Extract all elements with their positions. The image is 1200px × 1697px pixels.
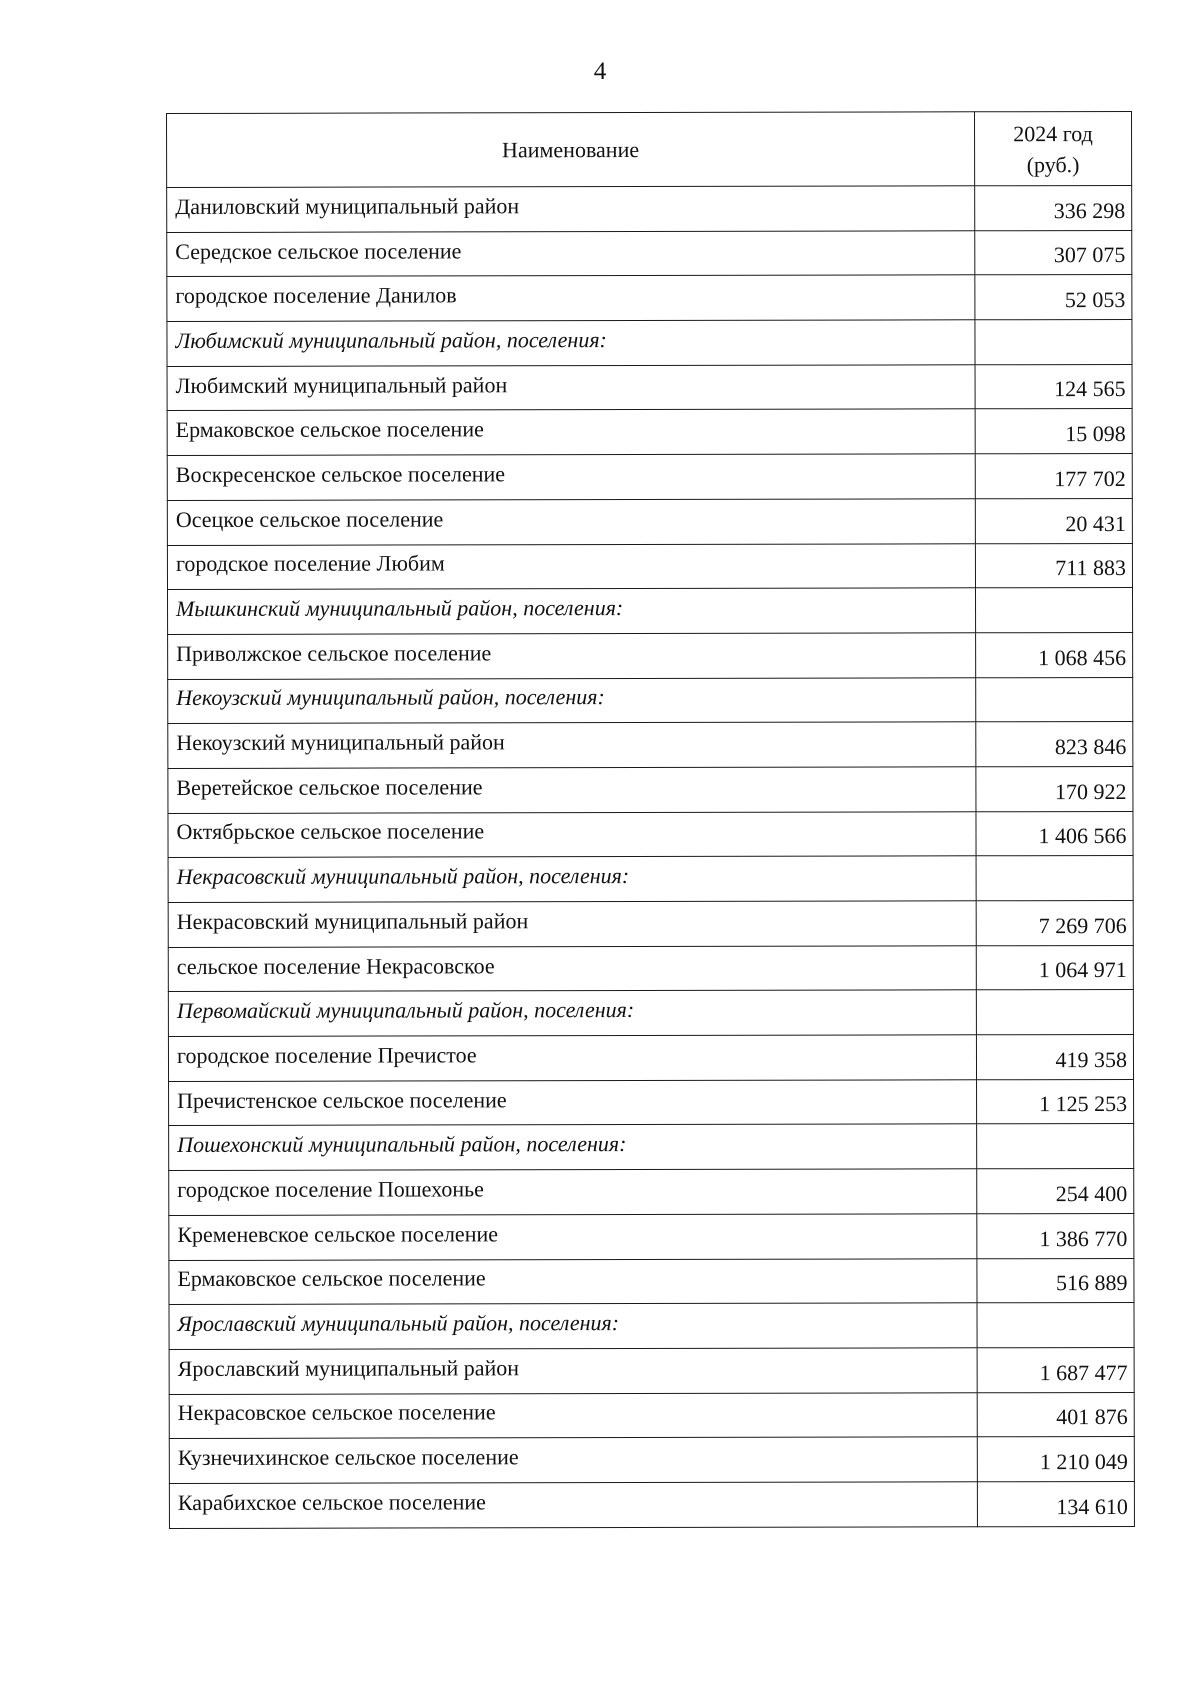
table-row	[168, 900, 1133, 947]
table-row	[169, 1347, 1134, 1394]
row-name-cell: Ермаковское сельское поселение	[167, 409, 975, 455]
group-name-cell: Пошехонский муниципальный район, поселения:	[169, 1124, 977, 1170]
row-name-cell: Осецкое сельское поселение	[167, 499, 975, 545]
row-value-cell	[976, 856, 1133, 901]
row-name-cell: Некрасовский муниципальный район	[168, 901, 976, 947]
table-row	[167, 230, 1132, 277]
row-name-cell: Середское сельское поселение	[167, 230, 975, 276]
row-name-cell: городское поселение Пречистое	[168, 1035, 976, 1081]
row-value-cell	[977, 1303, 1134, 1348]
header-name: Наименование	[167, 112, 975, 188]
group-name-cell: Любимский муниципальный район, поселения:	[167, 320, 975, 366]
table-row	[169, 1437, 1134, 1484]
table-group-row	[169, 1124, 1134, 1171]
table-row	[168, 722, 1133, 769]
row-value-cell: 1 210 049	[977, 1437, 1134, 1482]
row-value-cell	[975, 588, 1132, 633]
table-header-row	[167, 111, 1132, 187]
row-name-cell: Воскресенское сельское поселение	[167, 454, 975, 500]
row-value-cell: 1 125 253	[977, 1079, 1134, 1124]
row-name-cell: Карабихское сельское поселение	[169, 1482, 977, 1528]
row-value-cell: 1 064 971	[976, 945, 1133, 990]
table-row	[169, 1392, 1134, 1439]
row-value-cell: 516 889	[977, 1258, 1134, 1303]
row-name-cell: Ярославский муниципальный район	[169, 1348, 977, 1394]
table-row	[169, 1079, 1134, 1126]
row-name-cell: Октябрьское сельское поселение	[168, 811, 976, 857]
row-value-cell: 419 358	[976, 1035, 1133, 1080]
table-group-row	[168, 677, 1133, 724]
row-value-cell: 711 883	[975, 543, 1132, 588]
table-group-row	[169, 1303, 1134, 1350]
row-value-cell: 1 687 477	[977, 1347, 1134, 1392]
row-value-cell: 1 068 456	[976, 632, 1133, 677]
row-value-cell: 20 431	[975, 498, 1132, 543]
page-number: 4	[593, 58, 607, 85]
row-name-cell: Пречистенское сельское поселение	[169, 1080, 977, 1126]
row-value-cell: 1 406 566	[976, 811, 1133, 856]
group-name-cell: Первомайский муниципальный район, поселения:	[168, 990, 976, 1036]
table-row	[168, 1035, 1133, 1082]
table-row	[168, 632, 1133, 679]
table-row	[168, 766, 1133, 813]
header-value-unit: (руб.)	[1026, 151, 1080, 177]
row-value-cell: 336 298	[975, 185, 1132, 230]
table-row	[169, 1258, 1134, 1305]
row-name-cell: Некрасовское сельское поселение	[169, 1392, 977, 1438]
row-value-cell	[976, 677, 1133, 722]
row-name-cell: городское поселение Данилов	[167, 275, 975, 321]
row-value-cell: 307 075	[975, 230, 1132, 275]
row-value-cell: 1 386 770	[977, 1213, 1134, 1258]
table-row	[168, 811, 1133, 858]
row-value-cell: 401 876	[977, 1392, 1134, 1437]
row-value-cell: 124 565	[975, 364, 1132, 409]
table-group-row	[168, 856, 1133, 903]
row-name-cell: Веретейское сельское поселение	[168, 767, 976, 813]
row-name-cell: Приволжское сельское поселение	[168, 633, 976, 679]
row-name-cell: Кременевское сельское поселение	[169, 1214, 977, 1260]
table-row	[167, 275, 1132, 322]
table-row	[167, 498, 1132, 545]
row-value-cell	[975, 320, 1132, 365]
header-value-year: 2024 год	[1013, 120, 1093, 146]
row-value-cell: 170 922	[976, 766, 1133, 811]
table-row	[169, 1169, 1134, 1216]
row-name-cell: городское поселение Пошехонье	[169, 1169, 977, 1215]
table-row	[167, 543, 1132, 590]
table-row	[169, 1481, 1134, 1528]
row-name-cell: Кузнечихинское сельское поселение	[169, 1437, 977, 1483]
row-value-cell	[976, 990, 1133, 1035]
group-name-cell: Мышкинский муниципальный район, поселения:	[167, 588, 975, 634]
table-group-row	[168, 990, 1133, 1037]
table-row	[168, 945, 1133, 992]
row-name-cell: сельское поселение Некрасовское	[168, 945, 976, 991]
row-value-cell: 177 702	[975, 454, 1132, 499]
row-value-cell: 254 400	[977, 1169, 1134, 1214]
group-name-cell: Некрасовский муниципальный район, поселения:	[168, 856, 976, 902]
row-name-cell: Любимский муниципальный район	[167, 365, 975, 411]
row-name-cell: Даниловский муниципальный район	[167, 186, 975, 232]
table-body	[167, 185, 1135, 1528]
table-row	[167, 364, 1132, 411]
header-value	[974, 111, 1131, 185]
row-value-cell: 823 846	[976, 722, 1133, 767]
budget-table	[166, 111, 1135, 1529]
row-value-cell: 52 053	[975, 275, 1132, 320]
row-name-cell: городское поселение Любим	[167, 543, 975, 589]
row-value-cell: 15 098	[975, 409, 1132, 454]
row-name-cell: Некоузский муниципальный район	[168, 722, 976, 768]
table-group-row	[167, 588, 1132, 635]
group-name-cell: Ярославский муниципальный район, поселения:	[169, 1303, 977, 1349]
row-name-cell: Ермаковское сельское поселение	[169, 1258, 977, 1304]
row-value-cell: 134 610	[977, 1481, 1134, 1526]
table-row	[167, 409, 1132, 456]
row-value-cell: 7 269 706	[976, 900, 1133, 945]
table-group-row	[167, 320, 1132, 367]
group-name-cell: Некоузский муниципальный район, поселения:	[168, 677, 976, 723]
row-value-cell	[977, 1124, 1134, 1169]
table-row	[167, 185, 1132, 232]
table-row	[167, 454, 1132, 501]
table-row	[169, 1213, 1134, 1260]
